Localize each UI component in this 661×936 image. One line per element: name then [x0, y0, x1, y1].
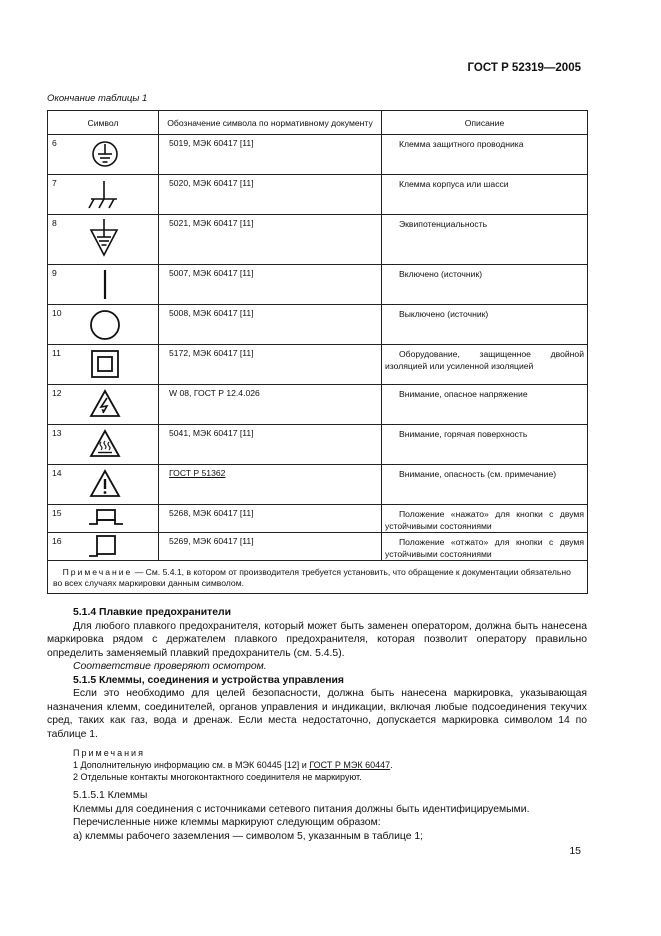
section-5-1-5-1-text-2: Перечисленные ниже клеммы маркируют следующим образом:: [73, 817, 381, 828]
push-button-in-icon: [88, 508, 124, 530]
symbol-description: Внимание, опасное напряжение: [399, 389, 528, 399]
table-row: [48, 505, 588, 533]
symbol-reference: 5268, МЭК 60417 [11]: [159, 505, 382, 533]
symbol-reference: 5008, МЭК 60417 [11]: [159, 305, 382, 345]
note-1-text: 1 Дополнительную информацию см. в МЭК 60445 [12] и: [73, 760, 310, 770]
high-voltage-warning-icon: [88, 388, 122, 420]
symbol-description: Внимание, горячая поверхность: [399, 429, 528, 439]
symbol-reference: W 08, ГОСТ Р 12.4.026: [159, 385, 382, 425]
symbol-reference: 5020, МЭК 60417 [11]: [159, 175, 382, 215]
table-row: [48, 175, 588, 215]
symbol-description: Положение «отжато» для кнопки с двумя устойчивыми состояниями: [385, 537, 584, 559]
row-number: 16: [52, 536, 62, 546]
section-5-1-4-check: Соответствие проверяют осмотром.: [73, 661, 267, 672]
symbol-description: Эквипотенциальность: [399, 219, 488, 229]
table-note-label: Примечание: [62, 567, 133, 577]
column-header-reference: Обозначение символа по нормативному документу: [159, 111, 382, 135]
symbol-reference-link[interactable]: ГОСТ Р 51362: [169, 468, 226, 478]
symbol-description: Клемма корпуса или шасси: [399, 179, 509, 189]
row-number: 13: [52, 428, 62, 438]
note-2: 2 Отдельные контакты многоконтактного соединителя не маркируют.: [73, 772, 362, 782]
symbol-reference: 5172, МЭК 60417 [11]: [159, 345, 382, 385]
protective-earth-icon: [90, 139, 120, 169]
page-number: 15: [569, 845, 581, 857]
chassis-terminal-icon: [86, 179, 122, 211]
main-text: [47, 606, 587, 843]
note-1-link[interactable]: ГОСТ Р МЭК 60447: [309, 760, 391, 770]
section-5-1-4-text: Для любого плавкого предохранителя, который может быть заменен оператором, должна быть нанесена маркировка рядом с держателем плавкого предохранителя, которая позволит оператору правильно определить заменяемый плавкий предохранитель (см. 5.4.5).: [47, 620, 587, 659]
symbol-reference: 5041, МЭК 60417 [11]: [159, 425, 382, 465]
column-header-symbol: Символ: [48, 111, 159, 135]
note-1: [47, 759, 587, 771]
row-number: 9: [52, 268, 57, 278]
row-number: 8: [52, 218, 57, 228]
symbol-reference: 5269, МЭК 60417 [11]: [159, 533, 382, 561]
table-row: [48, 305, 588, 345]
section-5-1-5-1-title: 5.1.5.1 Клеммы: [73, 790, 148, 801]
row-number: 7: [52, 178, 57, 188]
document-id: ГОСТ Р 52319—2005: [467, 62, 581, 74]
section-5-1-5-title: 5.1.5 Клеммы, соединения и устройства управления: [73, 674, 344, 686]
row-number: 11: [52, 348, 61, 358]
section-5-1-5-1-text-1: Клеммы для соединения с источниками сетевого питания должны быть идентифицируемыми.: [73, 803, 530, 815]
table-header-row: [48, 111, 588, 135]
table-row: [48, 533, 588, 561]
table-note-row: [48, 561, 588, 594]
symbol-description: Оборудование, защищенное двойной изоляцией или усиленной изоляцией: [385, 349, 584, 371]
table-note-text: — См. 5.4.1, в котором от производителя требуется установить, что обращение к документации обязательно во всех случаях маркировки данным символом.: [53, 567, 571, 588]
symbol-description: Выключено (источник): [399, 309, 489, 319]
section-5-1-4-title: 5.1.4 Плавкие предохранители: [73, 607, 231, 618]
row-number: 14: [52, 468, 62, 478]
symbol-reference: 5007, МЭК 60417 [11]: [159, 265, 382, 305]
push-button-out-icon: [88, 534, 124, 560]
table-caption: Окончание таблицы 1: [47, 93, 148, 104]
section-5-1-5-1-item-a: а) клеммы рабочего заземления — символом 5, указанным в таблице 1;: [73, 830, 424, 842]
symbol-description: Внимание, опасность (см. примечание): [399, 469, 557, 479]
table-row: [48, 215, 588, 265]
table-note: [48, 561, 588, 594]
note-1-end: .: [390, 760, 393, 770]
notes-label: Примечания: [73, 748, 145, 758]
symbol-reference: 5019, МЭК 60417 [11]: [159, 135, 382, 175]
row-number: 6: [52, 138, 57, 148]
table-row: [48, 425, 588, 465]
section-5-1-5-text: Если это необходимо для целей безопасности, должна быть нанесена маркировка, указывающая назначения клемм, соединителей, органов управления и индикации, включая любые подсоединения текучих сред, таких как газ, вода и дренаж. Если места недостаточно, допускается маркировка символом 14 по таблице 1.: [47, 688, 587, 740]
row-number: 10: [52, 308, 62, 318]
table-row: [48, 135, 588, 175]
table-row: [48, 345, 588, 385]
table-row: [48, 465, 588, 505]
symbols-table: [47, 110, 588, 594]
row-number: 12: [52, 388, 62, 398]
symbol-reference: 5021, МЭК 60417 [11]: [159, 215, 382, 265]
symbol-description: Включено (источник): [399, 269, 483, 279]
column-header-description: Описание: [382, 111, 588, 135]
power-on-icon: [90, 267, 120, 303]
symbol-description: Положение «нажато» для кнопки с двумя устойчивыми состояниями: [385, 509, 584, 531]
caution-warning-icon: [88, 468, 122, 500]
table-row: [48, 385, 588, 425]
table-row: [48, 265, 588, 305]
hot-surface-warning-icon: [88, 428, 122, 460]
row-number: 15: [52, 508, 62, 518]
double-insulation-icon: [90, 349, 120, 379]
symbol-description: Клемма защитного проводника: [399, 139, 524, 149]
equipotential-icon: [88, 217, 120, 261]
power-off-icon: [88, 308, 122, 342]
